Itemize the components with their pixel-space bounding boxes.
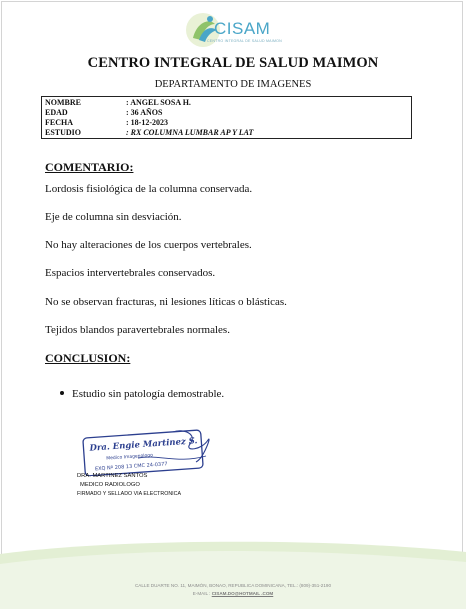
- info-value: : 36 AÑOS: [126, 108, 163, 117]
- doctor-name: DRA. MARTINEZ SANTOS: [77, 473, 148, 479]
- stamp-title: Medico Imagenologo: [106, 453, 154, 462]
- stamp-name: Dra. Engie Martinez S.: [89, 436, 198, 454]
- stamp-exq: EXQ Nº 208 13 CMC 24-0377: [94, 461, 168, 473]
- signature-note: FIRMADO Y SELLADO VIA ELECTRONICA: [77, 491, 182, 497]
- footer-address: CALLE DUARTE NO. 11, MAIMÓN, BONAO, REPUBLICA DOMINICANA, TEL.: (809)-351-2190: [134, 583, 332, 588]
- comentario-line: No se observan fracturas, ni lesiones líticas o blásticas.: [45, 296, 287, 308]
- comentario-line: Lordosis fisiológica de la columna conservada.: [45, 183, 253, 195]
- info-value: : 18-12-2023: [126, 118, 168, 127]
- info-label: FECHA: [45, 118, 73, 127]
- footer: [0, 582, 466, 598]
- info-value: : ANGEL SOSA H.: [126, 98, 191, 107]
- doctor-title: MEDICO RADIOLOGO: [80, 482, 140, 488]
- comentario-line: Espacios intervertebrales conservados.: [45, 267, 216, 279]
- info-label: EDAD: [45, 108, 68, 117]
- department-title: DEPARTAMENTO DE IMAGENES: [154, 79, 312, 90]
- conclusion-text: Estudio sin patología demostrable.: [72, 388, 225, 400]
- footer-email-label: E-MAIL :: [192, 591, 211, 596]
- info-label: ESTUDIO: [45, 128, 82, 137]
- document-title: CENTRO INTEGRAL DE SALUD MAIMON: [87, 55, 379, 71]
- comentario-line: Eje de columna sin desviación.: [45, 211, 182, 223]
- info-label: NOMBRE: [45, 98, 81, 107]
- comentario-line: No hay alteraciones de los cuerpos vertebrales.: [45, 239, 252, 251]
- info-value: : RX COLUMNA LUMBAR AP Y LAT: [126, 128, 254, 137]
- footer-email-link[interactable]: CISAM.DO@HOTMAIL .COM: [211, 591, 274, 596]
- footer-email-line: [0, 590, 466, 598]
- logo-subtext: CENTRO INTEGRAL DE SALUD MAIMON: [207, 39, 282, 43]
- patient-info-box: [41, 96, 412, 139]
- bullet-icon: [60, 391, 64, 395]
- signature-stamp: [78, 428, 218, 476]
- comentario-heading: COMENTARIO:: [45, 160, 134, 174]
- logo-text: CISAM: [214, 19, 271, 38]
- footer-wave: [0, 536, 466, 609]
- comentario-line: Tejidos blandos paravertebrales normales.: [45, 324, 230, 336]
- signature-block: [77, 472, 181, 499]
- conclusion-list-item: [60, 388, 224, 400]
- conclusion-heading: CONCLUSION:: [45, 351, 131, 365]
